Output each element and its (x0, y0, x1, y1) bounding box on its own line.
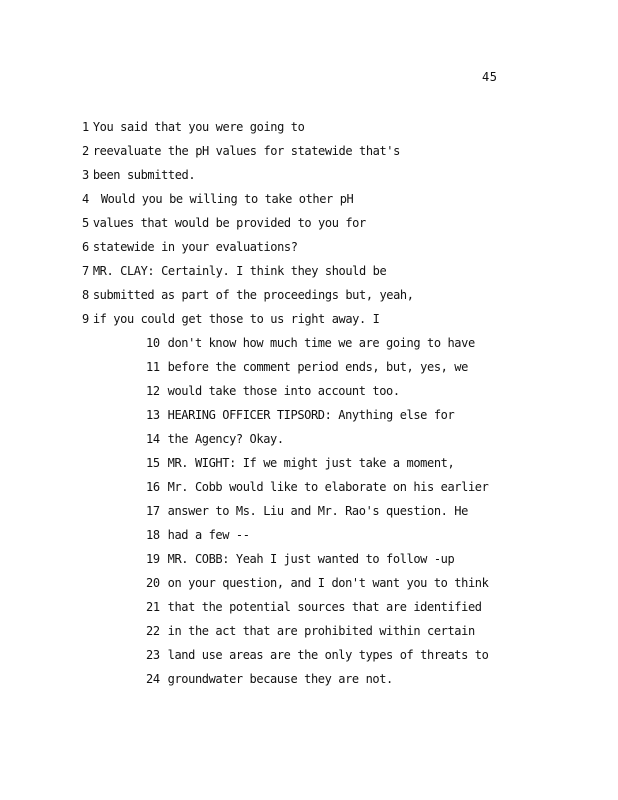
line-text: Would you be willing to take other pH (100, 192, 354, 206)
line-text: would take those into account too. (167, 384, 400, 398)
line-text: that the potential sources that are identified (167, 600, 482, 614)
line-text: HEARING OFFICER TIPSORD: Anything else for (167, 408, 455, 422)
transcript-line (146, 359, 468, 375)
line-text: been submitted. (92, 168, 196, 182)
line-text: submitted as part of the proceedings but, yeah, (92, 288, 414, 302)
transcript-line (146, 383, 400, 399)
line-number: 10 (146, 336, 160, 350)
line-number: 23 (146, 648, 160, 662)
transcript-line (82, 239, 298, 255)
transcript-line (82, 215, 366, 231)
line-text: values that would be provided to you for (92, 216, 366, 230)
line-text: You said that you were going to (92, 120, 305, 134)
transcript-line (146, 503, 468, 519)
line-number: 8 (82, 288, 89, 302)
line-number: 9 (82, 312, 89, 326)
line-text: don't know how much time we are going to have (167, 336, 475, 350)
transcript-line (146, 431, 284, 447)
line-text: on your question, and I don't want you to think (167, 576, 489, 590)
line-number: 20 (146, 576, 160, 590)
transcript-line (146, 407, 454, 423)
line-text: before the comment period ends, but, yes, we (167, 360, 468, 374)
transcript-line (82, 287, 414, 303)
transcript-line (146, 671, 393, 687)
transcript-line (146, 527, 250, 543)
line-text: groundwater because they are not. (167, 672, 393, 686)
line-number: 13 (146, 408, 160, 422)
line-text: land use areas are the only types of threats to (167, 648, 489, 662)
transcript-line (82, 167, 195, 183)
line-number: 6 (82, 240, 89, 254)
transcript-line (146, 455, 454, 471)
line-number: 7 (82, 264, 89, 278)
transcript-line (146, 623, 475, 639)
line-number: 4 (82, 192, 89, 206)
line-number: 15 (146, 456, 160, 470)
line-number: 19 (146, 552, 160, 566)
line-text: statewide in your evaluations? (92, 240, 298, 254)
line-number: 21 (146, 600, 160, 614)
line-number: 16 (146, 480, 160, 494)
transcript-line (82, 263, 386, 279)
line-number: 5 (82, 216, 89, 230)
transcript-line (146, 599, 482, 615)
line-number: 2 (82, 144, 89, 158)
line-text: MR. COBB: Yeah I just wanted to follow -up (167, 552, 455, 566)
transcript-line (146, 647, 488, 663)
transcript-line (82, 191, 353, 207)
line-text: MR. WIGHT: If we might just take a moment, (167, 456, 455, 470)
page-number: 45 (482, 70, 498, 84)
transcript-line (82, 143, 400, 159)
transcript-line (82, 119, 304, 135)
line-text: MR. CLAY: Certainly. I think they should be (92, 264, 387, 278)
line-number: 12 (146, 384, 160, 398)
line-number: 17 (146, 504, 160, 518)
line-number: 18 (146, 528, 160, 542)
line-text: answer to Ms. Liu and Mr. Rao's question. He (167, 504, 468, 518)
line-number: 22 (146, 624, 160, 638)
line-number: 11 (146, 360, 160, 374)
line-number: 1 (82, 120, 89, 134)
line-number: 3 (82, 168, 89, 182)
line-number: 14 (146, 432, 160, 446)
line-text: if you could get those to us right away. I (92, 312, 380, 326)
transcript-line (146, 479, 488, 495)
line-text: Mr. Cobb would like to elaborate on his earlier (167, 480, 489, 494)
line-text: the Agency? Okay. (167, 432, 284, 446)
line-text: had a few -- (167, 528, 250, 542)
transcript-line (82, 311, 379, 327)
transcript-line (146, 335, 475, 351)
line-text: in the act that are prohibited within certain (167, 624, 475, 638)
transcript-line (146, 551, 454, 567)
line-text: reevaluate the pH values for statewide that's (92, 144, 400, 158)
line-number: 24 (146, 672, 160, 686)
transcript-line (146, 575, 488, 591)
